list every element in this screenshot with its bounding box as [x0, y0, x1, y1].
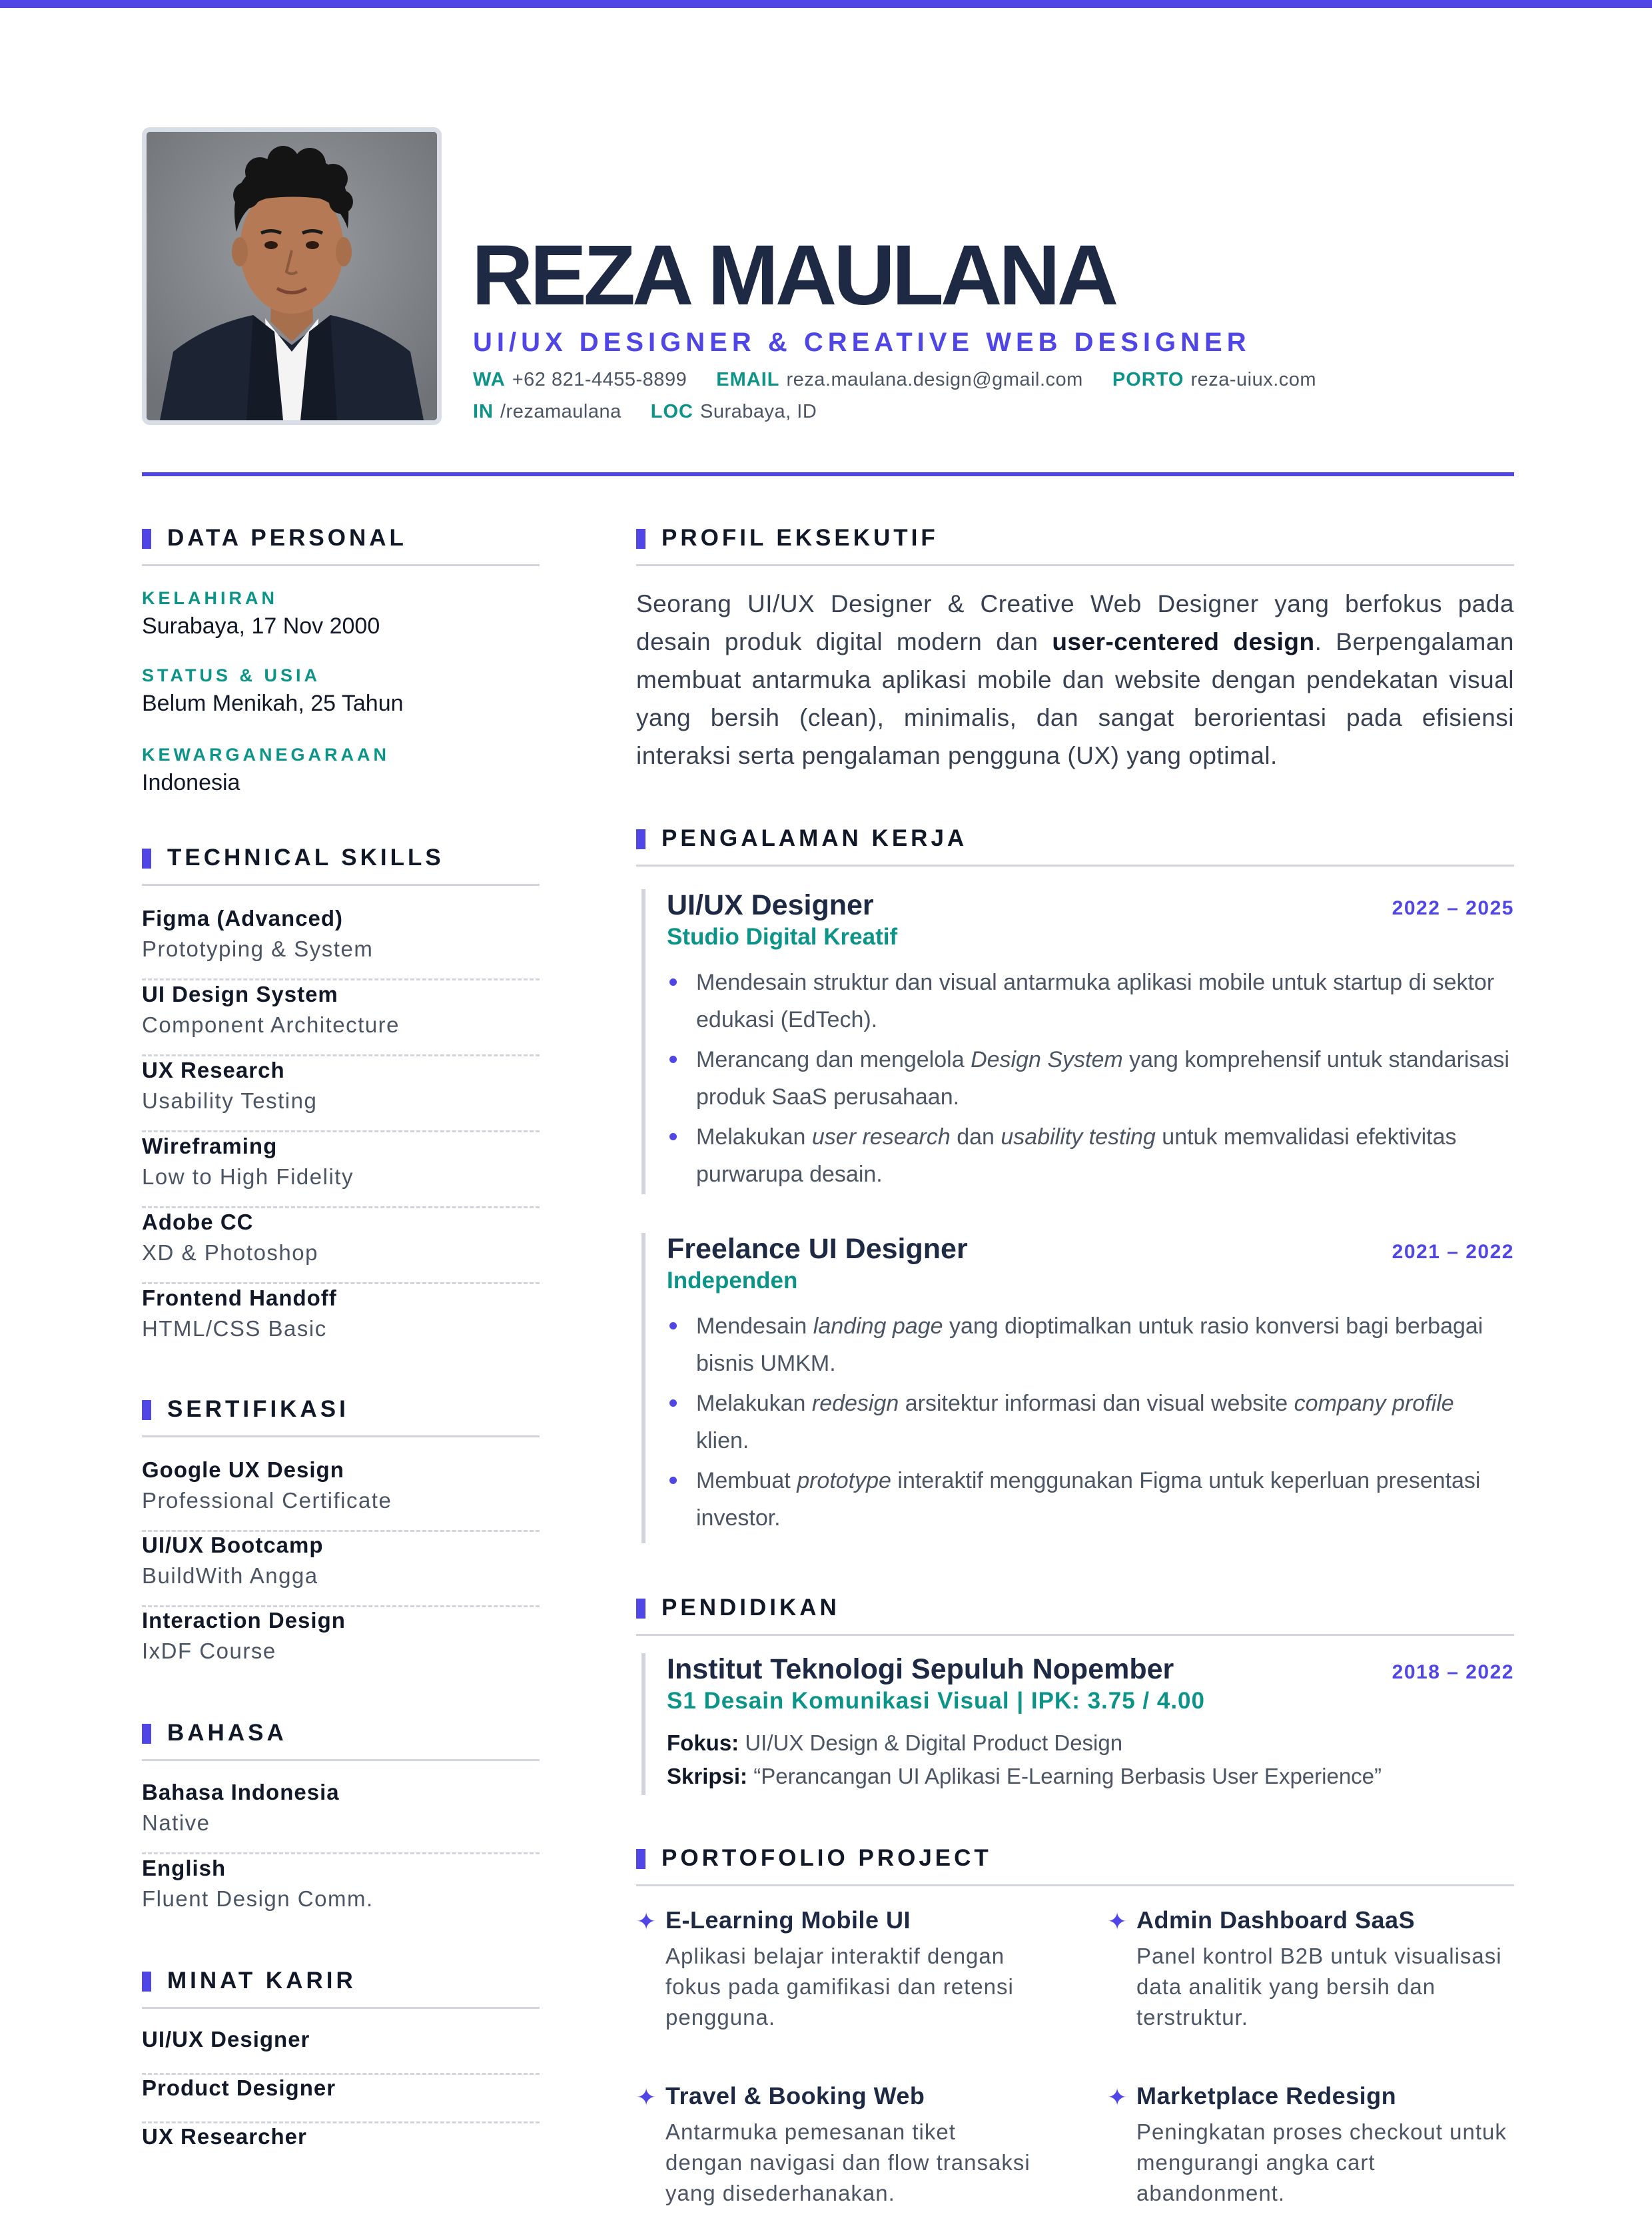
profile-photo [142, 127, 442, 425]
portfolio-item-description: Peningkatan proses checkout untuk mengurangi angka cart abandonment. [1136, 2119, 1507, 2205]
section-marker [142, 849, 151, 869]
profile-summary: Seorang UI/UX Designer & Creative Web Designer yang berfokus pada desain produk digital modern dan user-centered design. Berpengalaman membuat antarmuka aplikasi mobile dan website dengan pendekatan visual yang bersih (clean), minimalis, dan sangat berorientasi pada efisiensi interaksi serta pengalaman pengguna (UX) yang optimal. [636, 590, 1515, 769]
portfolio-item-title: Travel & Booking Web [665, 2082, 925, 2109]
skill-item: Wireframing Low to High Fidelity [142, 1134, 540, 1208]
job-organization: Independen [667, 1268, 798, 1294]
contact-whatsapp[interactable]: WA +62 821-4455-8899 [473, 369, 687, 390]
certification-item: UI/UX Bootcamp BuildWith Angga [142, 1533, 540, 1607]
contact-line-2 [473, 401, 841, 423]
sparkle-icon: ✦ [636, 1908, 657, 1935]
education-entry [641, 1653, 1514, 1795]
section-marker [636, 529, 645, 549]
job-period: 2022 – 2025 [1392, 897, 1514, 919]
job-period: 2021 – 2022 [1392, 1241, 1514, 1263]
bullet-dot-icon [669, 1133, 677, 1140]
portfolio-item-description: Aplikasi belajar interaktif dengan fokus pada gamifikasi dan retensi pengguna. [665, 1944, 1014, 2030]
skill-item: UI Design System Component Architecture [142, 982, 540, 1056]
contact-email[interactable]: EMAIL reza.maulana.design@gmail.com [716, 369, 1083, 390]
section-marker [636, 1599, 645, 1619]
header-divider [142, 472, 1514, 476]
certification-item: Interaction Design IxDF Course [142, 1608, 346, 1663]
full-name: REZA MAULANA [472, 228, 1116, 323]
job-bullet-item: Melakukan user research dan usability testing untuk memvalidasi efektivitas purwarupa desain. [667, 1118, 1513, 1193]
portfolio-item-title: Admin Dashboard SaaS [1136, 1906, 1416, 1934]
section-marker [636, 1849, 645, 1869]
job-bullets [667, 1307, 1513, 1539]
bullet-dot-icon [669, 1056, 677, 1063]
portfolio-item-title: E-Learning Mobile UI [665, 1906, 911, 1934]
section-title: MINAT KARIR [167, 1968, 356, 1994]
value-citizenship: Indonesia [142, 770, 240, 795]
career-interest-item: Product Designer [142, 2075, 540, 2123]
top-accent-bar [0, 0, 1652, 8]
portfolio-item-title: Marketplace Redesign [1136, 2082, 1397, 2109]
language-item: Bahasa Indonesia Native [142, 1780, 540, 1854]
bullet-dot-icon [669, 1322, 677, 1329]
label-status: STATUS & USIA [142, 665, 321, 685]
job-bullet-item: Membuat prototype interaktif menggunakan Figma untuk keperluan presentasi investor. [667, 1462, 1513, 1537]
section-header-portfolio [636, 1840, 1514, 1886]
education-thesis: Skripsi: “Perancangan UI Aplikasi E-Learning Berbasis User Experience” [667, 1764, 1382, 1788]
skill-item: Figma (Advanced) Prototyping & System [142, 906, 540, 980]
section-marker [142, 529, 151, 549]
education-major: S1 Desain Komunikasi Visual | IPK: 3.75 / 4.00 [667, 1688, 1205, 1714]
section-header-languages [142, 1714, 540, 1761]
section-header-career-interests [142, 1962, 540, 2009]
portfolio-item-description: Antarmuka pemesanan tiket dengan navigasi dan flow transaksi yang disederhanakan. [665, 2119, 1031, 2205]
job-bullet-item: Mendesain struktur dan visual antarmuka aplikasi mobile untuk startup di sektor edukasi (EdTech). [667, 964, 1513, 1038]
section-marker [636, 829, 645, 849]
section-header-skills [142, 839, 540, 886]
job-title: UI/UX Designer [667, 889, 874, 921]
contact-line-1 [473, 369, 1340, 391]
section-title: PORTOFOLIO PROJECT [661, 1845, 992, 1871]
section-header-education [636, 1589, 1514, 1636]
sparkle-icon: ✦ [1107, 1908, 1128, 1935]
job-bullets [667, 964, 1513, 1196]
job-role-title: UI/UX DESIGNER & CREATIVE WEB DESIGNER [473, 328, 1251, 357]
section-header-experience [636, 820, 1514, 867]
value-birth: Surabaya, 17 Nov 2000 [142, 613, 380, 639]
bullet-dot-icon [669, 1399, 677, 1407]
section-marker [142, 1724, 151, 1744]
section-header-certifications [142, 1391, 540, 1437]
skill-item: Adobe CC XD & Photoshop [142, 1210, 540, 1284]
bullet-dot-icon [669, 1477, 677, 1484]
portrait-illustration [147, 132, 437, 420]
section-title: PROFIL EKSEKUTIF [661, 525, 939, 551]
bullet-dot-icon [669, 978, 677, 986]
certification-item: Google UX Design Professional Certificate [142, 1457, 540, 1532]
section-title: SERTIFIKASI [167, 1396, 349, 1422]
job-bullet-item: Melakukan redesign arsitektur informasi dan visual website company profile klien. [667, 1385, 1513, 1459]
sparkle-icon: ✦ [636, 2083, 657, 2111]
job-bullet-item: Mendesain landing page yang dioptimalkan untuk rasio konversi bagi berbagai bisnis UMKM. [667, 1307, 1513, 1382]
section-title: PENDIDIKAN [661, 1595, 840, 1621]
job-entry [641, 1233, 1514, 1543]
section-marker [142, 1972, 151, 1992]
label-birth: KELAHIRAN [142, 588, 278, 608]
education-period: 2018 – 2022 [1392, 1661, 1514, 1683]
section-title: DATA PERSONAL [167, 525, 407, 551]
section-header-personal [142, 520, 540, 566]
job-entry [641, 889, 1514, 1194]
sparkle-icon: ✦ [1107, 2083, 1128, 2111]
skill-item: UX Research Usability Testing [142, 1058, 540, 1132]
job-organization: Studio Digital Kreatif [667, 924, 898, 950]
language-item: English Fluent Design Comm. [142, 1856, 374, 1911]
value-status: Belum Menikah, 25 Tahun [142, 691, 404, 716]
job-title: Freelance UI Designer [667, 1233, 968, 1265]
career-interest-item: UI/UX Designer [142, 2027, 540, 2075]
portfolio-item-description: Panel kontrol B2B untuk visualisasi data analitik yang bersih dan terstruktur. [1136, 1944, 1502, 2030]
career-interest-item: UX Researcher [142, 2124, 307, 2149]
section-title: TECHNICAL SKILLS [167, 845, 444, 871]
job-bullet-item: Merancang dan mengelola Design System yang komprehensif untuk standarisasi produk SaaS perusahaan. [667, 1041, 1513, 1116]
skill-item: Frontend Handoff HTML/CSS Basic [142, 1286, 337, 1341]
section-title: BAHASA [167, 1720, 287, 1746]
contact-linkedin[interactable]: IN /rezamaulana [473, 401, 621, 422]
school-name: Institut Teknologi Sepuluh Nopember [667, 1653, 1174, 1685]
education-focus: Fokus: UI/UX Design & Digital Product Design [667, 1730, 1123, 1755]
section-marker [142, 1400, 151, 1420]
section-title: PENGALAMAN KERJA [661, 825, 968, 851]
contact-portfolio[interactable]: PORTO reza-uiux.com [1112, 369, 1317, 390]
section-header-profile [636, 520, 1514, 566]
label-citizenship: KEWARGANEGARAAN [142, 745, 390, 765]
contact-location: LOC Surabaya, ID [650, 401, 817, 422]
